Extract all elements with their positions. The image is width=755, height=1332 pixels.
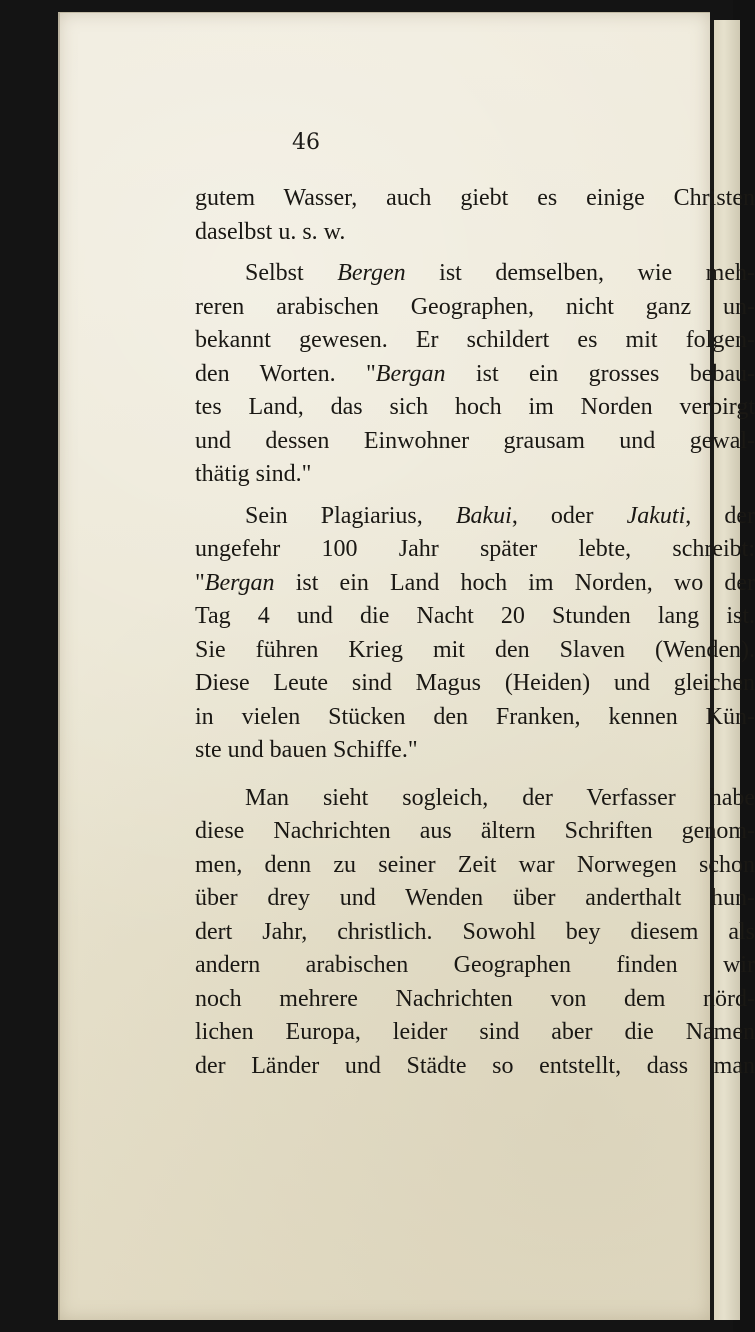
text-line: thätig sind." [195,461,312,487]
book-page [58,12,755,1320]
text-line: tes Land, das sich hoch im Norden verbirgt [195,394,755,420]
text-line: bekannt gewesen. Er schildert es mit folgen- [195,327,755,353]
text-line: men, denn zu seiner Zeit war Norwegen schon [195,851,755,878]
text-line: den Worten. "Bergan ist ein grosses bebau- [195,360,755,387]
text-line: gutem Wasser, auch giebt es einige Christen [195,185,755,211]
text-line: noch mehrere Nachrichten von dem nörd- [195,985,755,1012]
text-line: Sein Plagiarius, Bakui, oder Jakuti, der [245,502,755,529]
text-line: dert Jahr, christlich. Sowohl bey diesem als [195,918,755,945]
text-line: über drey und Wenden über anderthalt hun- [195,885,755,911]
text-line: Tag 4 und die Nacht 20 Stunden lang ist. [195,603,755,629]
text-line: "Bergan ist ein Land hoch im Norden, wo der [195,569,755,596]
text-line: diese Nachrichten aus ältern Schriften genom- [195,818,755,844]
text-line: reren arabischen Geographen, nicht ganz un- [195,293,755,320]
text-line: und dessen Einwohner grausam und gewal- [195,427,755,454]
paragraph [195,257,755,492]
text-line: ste und bauen Schiffe." [195,737,418,763]
text-line: in vielen Stücken den Franken, kennen Kün- [195,703,755,730]
paragraph [195,500,755,768]
text-line: Sie führen Krieg mit den Slaven (Wenden). [195,636,755,663]
text-line: lichen Europa, leider sind aber die Namen [195,1019,755,1045]
paragraph [195,182,755,249]
text-line: Diese Leute sind Magus (Heiden) und gleichen [195,670,755,696]
text-line: daselbst u. s. w. [195,218,346,245]
page-body-text [195,182,755,1083]
text-line: Man sieht sogleich, der Verfasser habe [245,784,755,811]
page-number: 46 [292,130,320,155]
text-line: der Länder und Städte so entstellt, dass man [195,1052,755,1079]
text-line: andern arabischen Geographen finden wir [195,952,755,978]
paragraph [195,782,755,1084]
text-line: Selbst Bergen ist demselben, wie meh- [245,260,755,286]
text-line: ungefehr 100 Jahr später lebte, schreibt: [195,536,755,562]
